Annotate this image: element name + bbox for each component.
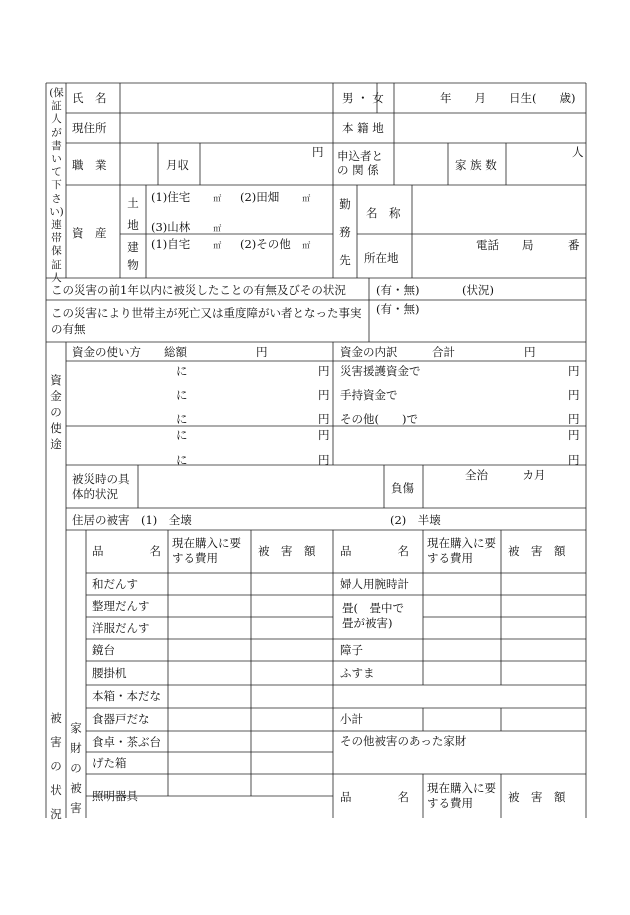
- col-damage-left: 被 害 額: [258, 544, 316, 558]
- item-seiri-dansu: 整理だんす: [92, 599, 150, 613]
- phone-label: 電話 局 番: [476, 238, 580, 252]
- item-honbako: 本箱・本だな: [92, 689, 161, 703]
- injury-label: 負傷: [391, 481, 414, 495]
- funds-side-label: 資金の使途: [50, 373, 62, 451]
- usage-ni-1: に: [176, 364, 188, 378]
- guarantor-side-label: (保証人が書いて下さい)連帯保証人: [49, 87, 64, 284]
- item-yofuku-dansu: 洋服だんす: [92, 621, 150, 635]
- col-cost-right: 現在購入に要する費用: [427, 536, 496, 565]
- item-wristwatch: 婦人用腕時計: [340, 577, 409, 591]
- death-disability-answer: (有・無): [376, 302, 420, 316]
- prior-disaster-status: (状況): [462, 283, 494, 297]
- damage-side-label: 被害の状況: [50, 711, 62, 821]
- usage-yen-5: 円: [318, 453, 330, 467]
- breakdown-yen-5: 円: [568, 453, 580, 467]
- item-tatami: 畳( 畳中で 畳が被害): [342, 601, 404, 630]
- breakdown-yen-2: 円: [568, 388, 580, 402]
- own-house-item: (1)自宅 ㎡: [151, 237, 222, 251]
- own-fund-label: 手持資金で: [340, 388, 398, 402]
- name-label: 氏 名: [72, 91, 107, 105]
- subtotal-label: 小計: [340, 712, 363, 726]
- col-cost-left: 現在購入に要する費用: [172, 536, 241, 565]
- disaster-fund-label: 災害援護資金で: [340, 364, 421, 378]
- usage-yen-3: 円: [318, 412, 330, 426]
- breakdown-yen-3: 円: [568, 412, 580, 426]
- income-label: 月収: [166, 158, 189, 172]
- col-item-lower: 品 名: [340, 790, 409, 804]
- prior-disaster-question: この災害の前1年以内に被災したことの有無及びその状況: [51, 283, 346, 297]
- usage-yen-2: 円: [318, 388, 330, 402]
- col-item-left: 品 名: [92, 544, 161, 558]
- other-items-label: その他被害のあった家財: [340, 734, 467, 748]
- col-damage-lower: 被 害 額: [508, 790, 566, 804]
- job-label: 職 業: [72, 158, 107, 172]
- item-koshikake-tsukue: 腰掛机: [92, 666, 127, 680]
- prior-disaster-answer: (有・無): [376, 283, 420, 297]
- other-fund-label: その他( )で: [340, 412, 418, 426]
- col-cost-lower: 現在購入に要する費用: [427, 781, 496, 810]
- domicile-label: 本 籍 地: [342, 121, 384, 135]
- half-destroyed-label: (2) 半壊: [390, 513, 441, 527]
- relation-label: 申込者と の 関 係: [337, 149, 383, 177]
- assets-label: 資 産: [72, 226, 107, 240]
- usage-ni-2: に: [176, 388, 188, 402]
- funds-breakdown-header: 資金の内訳 合計 円: [340, 345, 536, 359]
- breakdown-yen-4: 円: [568, 428, 580, 442]
- other-building-item: (2)その他 ㎡: [240, 237, 311, 251]
- funds-usage-header: 資金の使い方 総額 円: [72, 345, 268, 359]
- specific-situation-label: 被災時の具体的状況: [72, 472, 130, 501]
- income-yen: 円: [312, 145, 324, 159]
- workplace-name-label: 名 称: [366, 206, 401, 220]
- full-cure-label: 全治 カ月: [465, 468, 546, 482]
- item-shokkido-dana: 食器戸だな: [92, 712, 150, 726]
- item-fusuma: ふすま: [340, 666, 375, 680]
- birth-label: 年 月 日生( 歳): [440, 91, 576, 105]
- col-item-right: 品 名: [340, 544, 409, 558]
- item-kyodai: 鏡台: [92, 643, 115, 657]
- residence-damage-label: 住居の被害 (1) 全壊: [72, 513, 192, 527]
- land-forest-item: (3)山林 ㎡: [151, 220, 222, 234]
- address-label: 現住所: [72, 121, 107, 135]
- item-wadansu: 和だんす: [92, 577, 138, 591]
- house-label: 建物: [127, 240, 139, 272]
- workplace-location-label: 所在地: [364, 251, 399, 265]
- usage-ni-5: に: [176, 453, 188, 467]
- item-shomei-kigu: 照明器具: [92, 789, 138, 803]
- death-disability-question: この災害により世帯主が死亡又は重度障がい者となった事実の有無: [51, 306, 362, 336]
- land-house-item: (1)住宅 ㎡: [151, 190, 222, 204]
- item-getabako: げた箱: [92, 756, 127, 770]
- col-damage-right: 被 害 額: [508, 544, 566, 558]
- sex-label: 男 ・ 女: [342, 91, 384, 105]
- item-shokutaku: 食卓・茶ぶ台: [92, 735, 161, 749]
- usage-yen-1: 円: [318, 364, 330, 378]
- family-persons-unit: 人: [572, 145, 584, 159]
- land-field-item: (2)田畑 ㎡: [240, 190, 311, 204]
- item-shoji: 障子: [340, 643, 363, 657]
- breakdown-yen-1: 円: [568, 364, 580, 378]
- land-label: 土地: [127, 196, 139, 232]
- usage-ni-3: に: [176, 412, 188, 426]
- usage-yen-4: 円: [318, 428, 330, 442]
- household-damage-label: 家財の被害: [70, 721, 82, 815]
- workplace-label: 勤務先: [339, 197, 351, 267]
- usage-ni-4: に: [176, 428, 188, 442]
- family-label: 家 族 数: [455, 158, 497, 172]
